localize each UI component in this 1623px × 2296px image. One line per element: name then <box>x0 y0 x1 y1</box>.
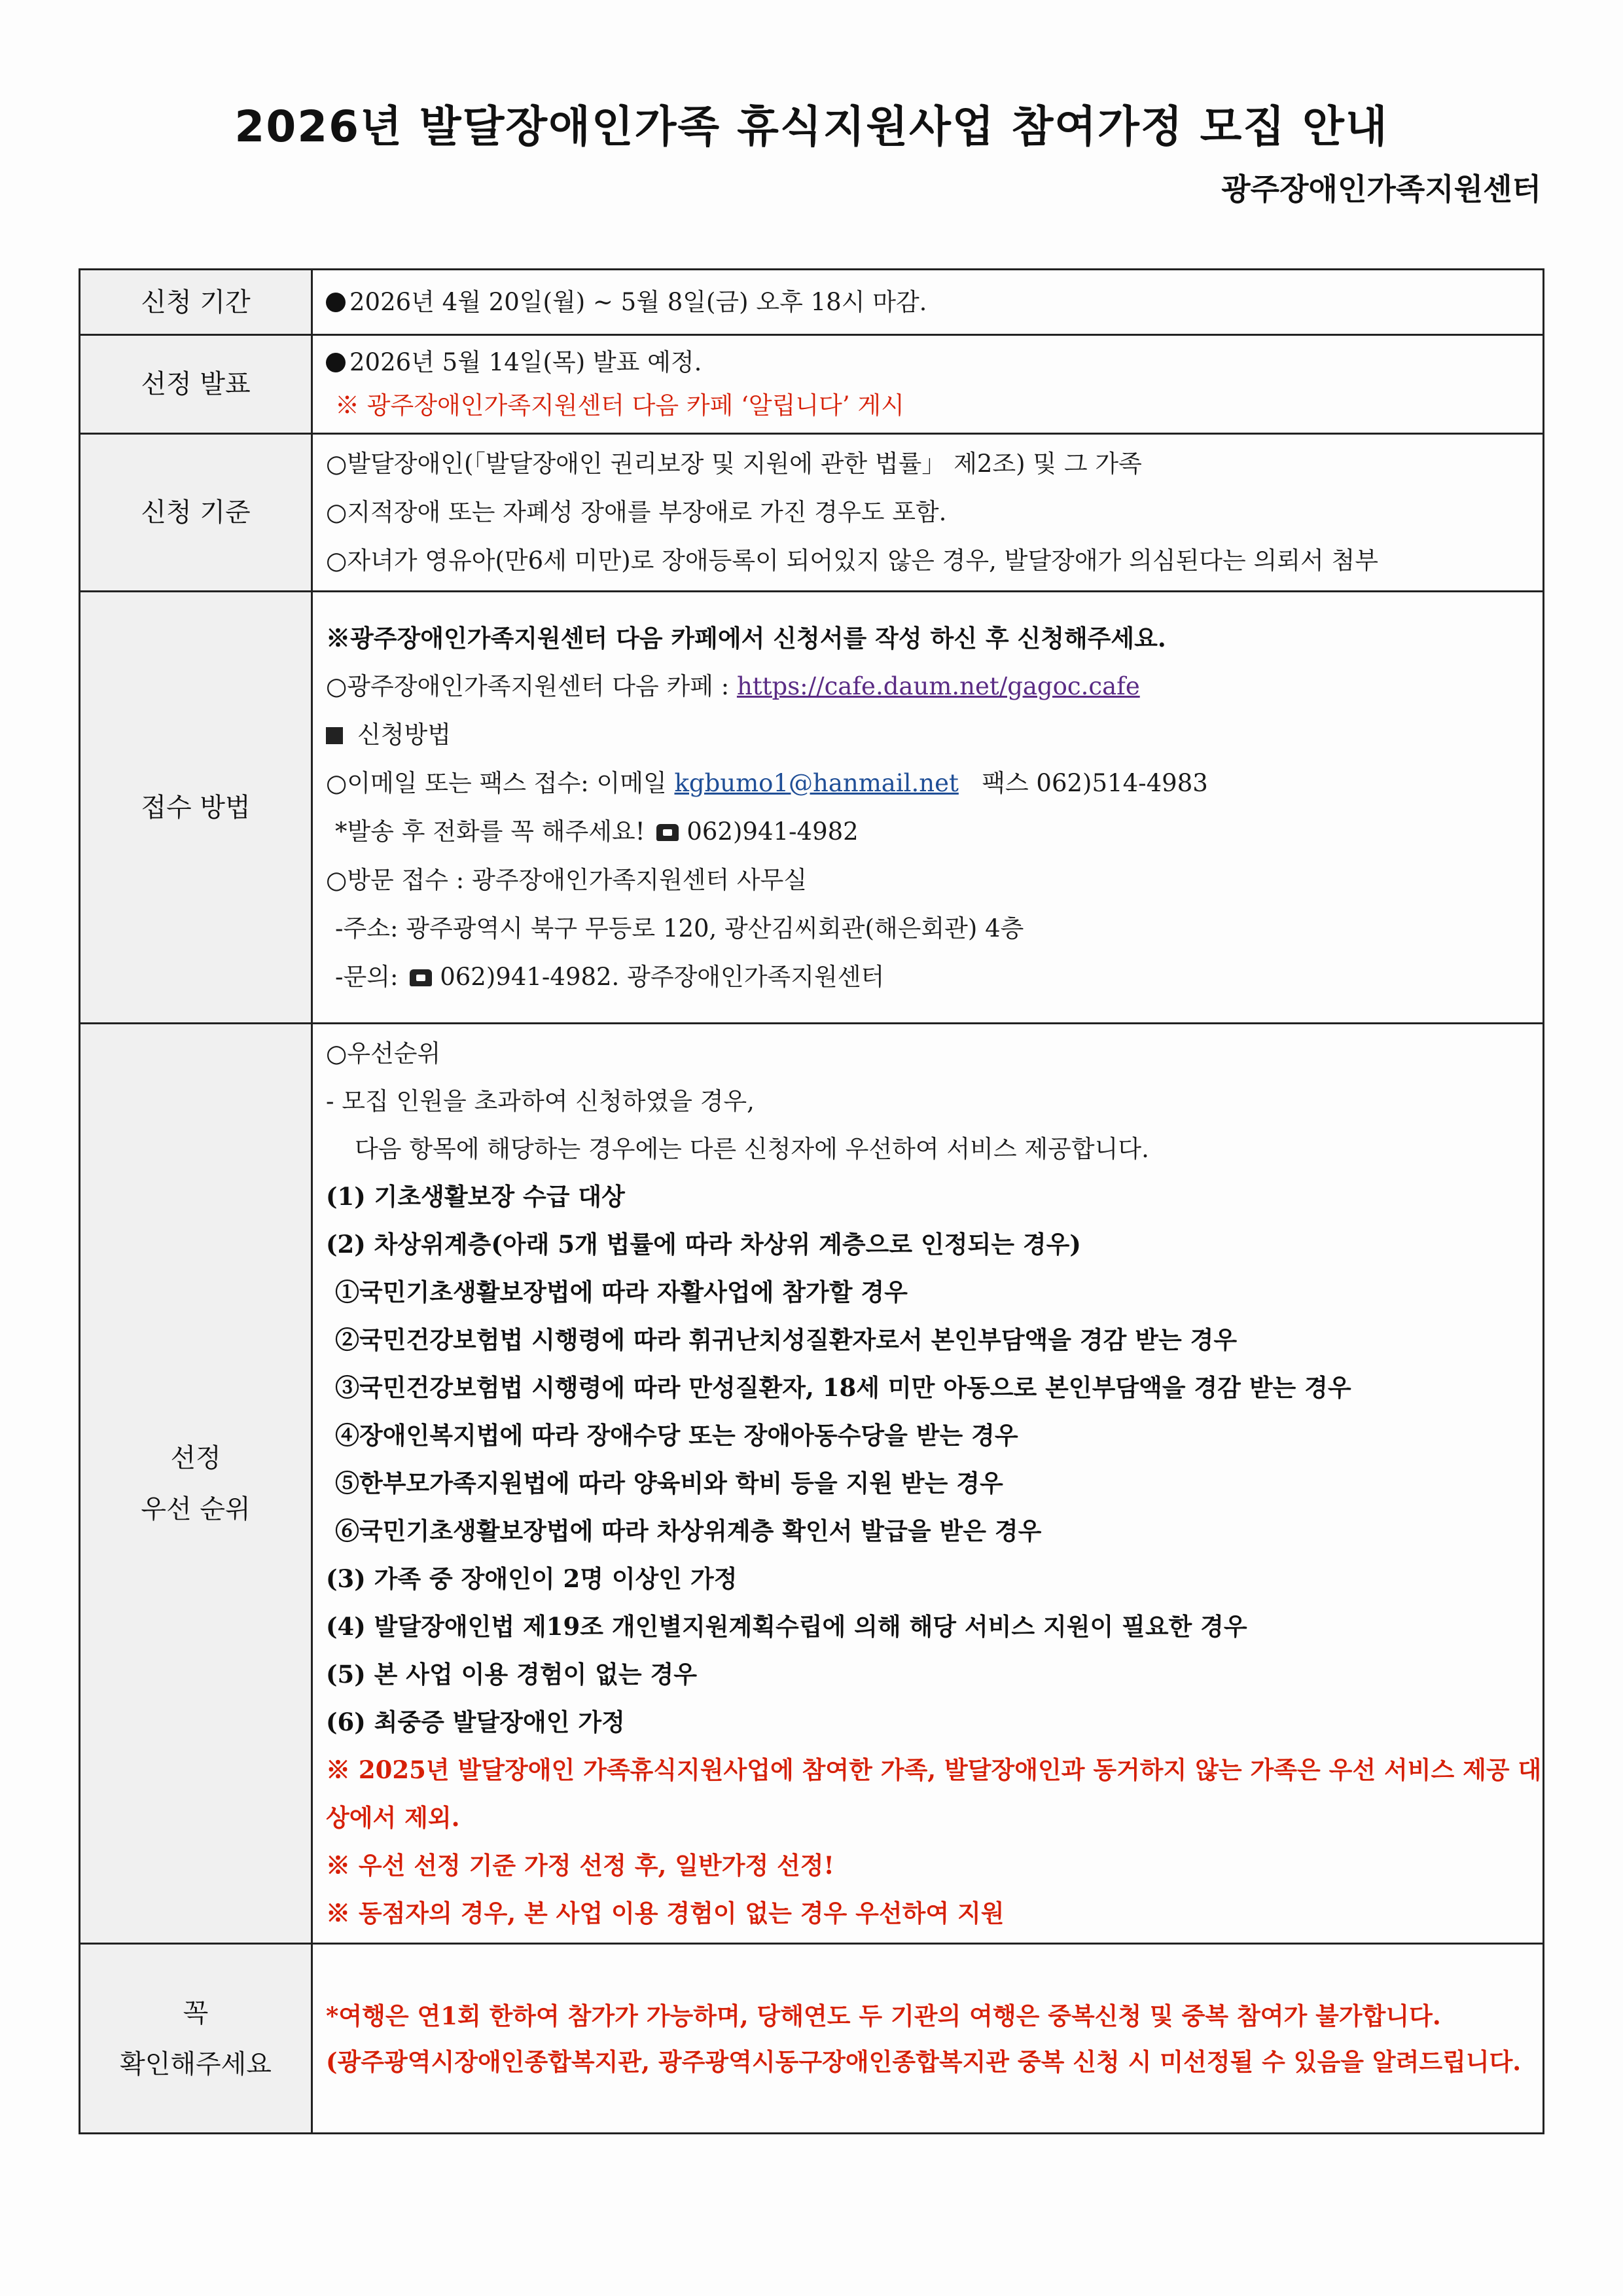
content-priority <box>312 1024 1544 1944</box>
confirm-text: (광주광역시장애인종합복지관, 광주광역시동구장애인종합복지관 중복 신청 시 미선정될 수 있음을 알려드립니다. <box>326 2047 1522 2076</box>
organization-name: 광주장애인가족지원센터 <box>1221 171 1541 207</box>
inquiry-phone: 062)941-4982. 광주장애인가족지원센터 <box>440 962 885 991</box>
row-confirm <box>80 1944 1544 2134</box>
priority-item: (4) 발달장애인법 제19조 개인별지원계획수립에 의해 해당 서비스 지원이 필요한 경우 <box>326 1612 1247 1641</box>
label-confirm-line1: 꼭 <box>183 1998 209 2028</box>
content-confirm <box>312 1944 1544 2134</box>
bullet-dot-icon <box>326 353 346 372</box>
content-announce <box>312 335 1544 434</box>
priority-sub-item: ①국민기초생활보장법에 따라 자활사업에 참가할 경우 <box>335 1278 908 1306</box>
content-period <box>312 270 1544 335</box>
method-title: 신청방법 <box>357 720 451 749</box>
announce-text: 2026년 5월 14일(목) 발표 예정. <box>349 348 702 376</box>
call-phone: 062)941-4982 <box>687 817 859 846</box>
document-title: 2026년 발달장애인가족 휴식지원사업 참여가정 모집 안내 <box>234 101 1389 152</box>
row-reception <box>80 592 1544 1024</box>
label-priority-line1: 선정 <box>170 1443 221 1473</box>
label-period: 신청 기간 <box>80 270 312 335</box>
label-priority-line2: 우선 순위 <box>141 1494 251 1524</box>
period-text: 2026년 4월 20일(월) ~ 5월 8일(금) 오후 18시 마감. <box>349 287 927 316</box>
fax-number: 팩스 062)514-4983 <box>982 768 1208 797</box>
priority-sub-item: ④장애인복지법에 따라 장애수당 또는 장애아동수당을 받는 경우 <box>335 1421 1018 1450</box>
announce-note: ※ 광주장애인가족지원센터 다음 카페 ‘알립니다’ 게시 <box>335 391 904 420</box>
priority-note: ※ 동점자의 경우, 본 사업 이용 경험이 없는 경우 우선하여 지원 <box>326 1899 1005 1928</box>
telephone-icon <box>656 824 679 841</box>
email-link[interactable]: kgbumo1@hanmail.net <box>674 768 959 797</box>
visit-text: ○방문 접수 : 광주장애인가족지원센터 사무실 <box>326 865 808 894</box>
priority-item: (2) 차상위계층(아래 5개 법률에 따라 차상위 계층으로 인정되는 경우) <box>326 1230 1081 1259</box>
inquiry-prefix: -문의: <box>335 962 399 991</box>
priority-item: (3) 가족 중 장애인이 2명 이상인 가정 <box>326 1564 738 1593</box>
priority-item: (5) 본 사업 이용 경험이 없는 경우 <box>326 1660 697 1689</box>
telephone-icon <box>410 969 432 986</box>
content-reception <box>312 592 1544 1024</box>
priority-sub-item: ⑤한부모가족지원법에 따라 양육비와 학비 등을 지원 받는 경우 <box>335 1469 1003 1498</box>
bullet-dot-icon <box>326 293 346 312</box>
priority-item: (6) 최중증 발달장애인 가정 <box>326 1708 625 1736</box>
notice-table <box>79 268 1544 2134</box>
reception-headline: ※광주장애인가족지원센터 다음 카페에서 신청서를 작성 하신 후 신청해주세요. <box>326 623 1166 653</box>
square-bullet-icon <box>326 727 343 744</box>
priority-sub-item: ③국민건강보험법 시행령에 따라 만성질환자, 18세 미만 아동으로 본인부담액을 경감 받는 경우 <box>335 1373 1351 1402</box>
call-note: *발송 후 전화를 꼭 해주세요! <box>335 817 645 846</box>
confirm-text: *여행은 연1회 한하여 참가가 가능하며, 당해연도 두 기관의 여행은 중복신청 및 중복 참여가 불가합니다. <box>326 2001 1441 2030</box>
label-confirm <box>80 1944 312 2134</box>
criteria-line: ○자녀가 영유아(만6세 미만)로 장애등록이 되어있지 않은 경우, 발달장애가 의심된다는 의뢰서 첨부 <box>326 547 1379 575</box>
priority-sub-item: ⑥국민기초생활보장법에 따라 차상위계층 확인서 발급을 받은 경우 <box>335 1516 1042 1545</box>
label-priority <box>80 1024 312 1944</box>
priority-note: ※ 우선 선정 기준 가정 선정 후, 일반가정 선정! <box>326 1851 834 1880</box>
priority-note: ※ 2025년 발달장애인 가족휴식지원사업에 참여한 가족, 발달장애인과 동거하지 않는 가족은 우선 서비스 제공 대상에서 제외. <box>326 1755 1542 1832</box>
email-prefix: ○이메일 또는 팩스 접수: 이메일 <box>326 768 675 797</box>
row-criteria <box>80 434 1544 592</box>
address-text: -주소: 광주광역시 북구 무등로 120, 광산김씨회관(해은회관) 4층 <box>335 914 1024 942</box>
row-period <box>80 270 1544 335</box>
row-priority <box>80 1024 1544 1944</box>
priority-heading: ○우선순위 <box>326 1039 441 1067</box>
criteria-line: ○지적장애 또는 자폐성 장애를 부장애로 가진 경우도 포함. <box>326 498 947 526</box>
label-confirm-line2: 확인해주세요 <box>120 2049 272 2079</box>
priority-intro: 다음 항목에 해당하는 경우에는 다른 신청자에 우선하여 서비스 제공합니다. <box>355 1135 1149 1163</box>
cafe-prefix: ○광주장애인가족지원센터 다음 카페 : <box>326 672 737 700</box>
label-criteria: 신청 기준 <box>80 434 312 592</box>
content-criteria <box>312 434 1544 592</box>
priority-intro: - 모집 인원을 초과하여 신청하였을 경우, <box>326 1087 755 1115</box>
label-reception: 접수 방법 <box>80 592 312 1024</box>
cafe-link[interactable]: https://cafe.daum.net/gagoc.cafe <box>736 672 1140 700</box>
criteria-line: ○발달장애인(「발달장애인 권리보장 및 지원에 관한 법률」 제2조) 및 그 가족 <box>326 450 1142 478</box>
row-announce <box>80 335 1544 434</box>
priority-item: (1) 기초생활보장 수급 대상 <box>326 1182 625 1211</box>
label-announce: 선정 발표 <box>80 335 312 434</box>
priority-sub-item: ②국민건강보험법 시행령에 따라 휘귀난치성질환자로서 본인부담액을 경감 받는 경우 <box>335 1325 1238 1354</box>
